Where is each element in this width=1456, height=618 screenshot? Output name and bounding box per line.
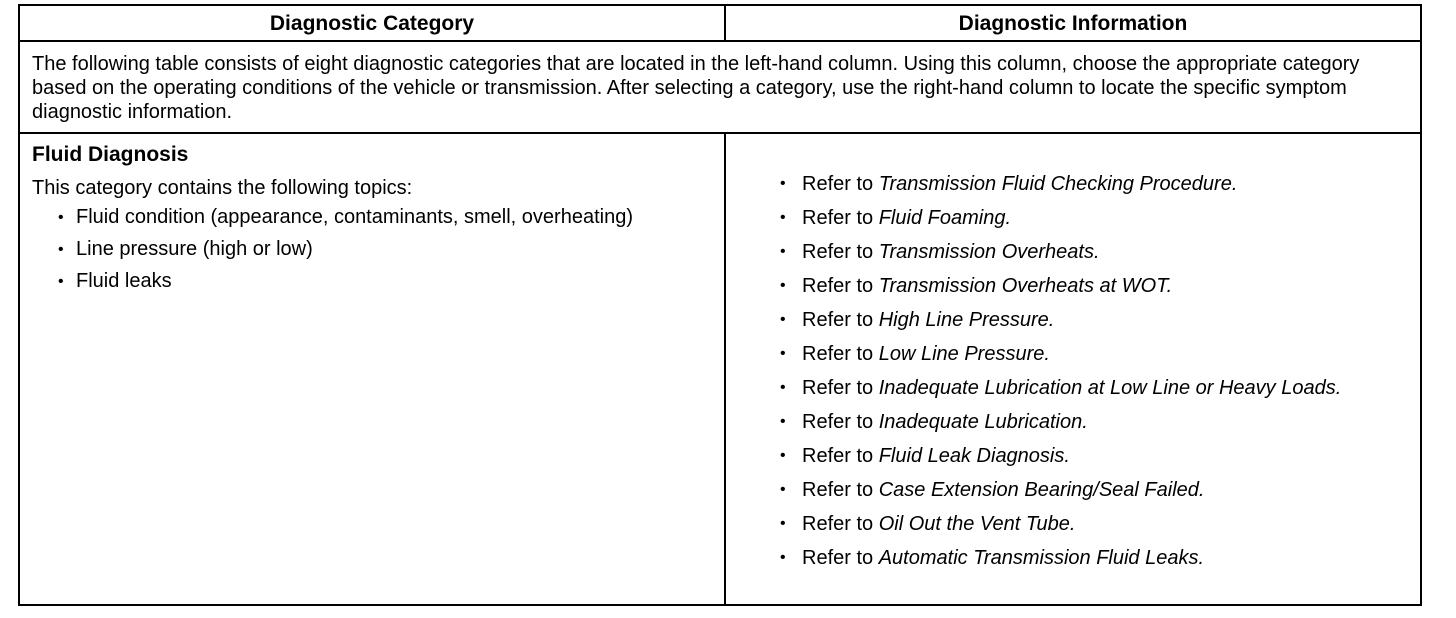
table-row-fluid-diagnosis [20,134,1420,604]
bullet-icon: • [780,379,786,396]
list-item [758,342,1420,366]
refer-prefix: Refer to [802,275,874,297]
bullet-icon: • [780,549,786,566]
topic-text: Line pressure (high or low) [76,238,313,260]
bullet-icon: • [780,447,786,464]
refer-prefix: Refer to [802,241,874,263]
diagnostic-table [18,4,1422,606]
bullet-icon: • [780,345,786,362]
reference-link[interactable]: Oil Out the Vent Tube. [878,513,1076,535]
reference-link[interactable]: Inadequate Lubrication. [878,411,1088,433]
reference-link[interactable]: Transmission Fluid Checking Procedure. [878,173,1238,195]
bullet-icon: • [780,311,786,328]
reference-link[interactable]: Case Extension Bearing/Seal Failed. [878,479,1205,501]
topic-list [32,206,712,293]
bullet-icon: • [780,277,786,294]
reference-link[interactable]: Transmission Overheats. [878,241,1100,263]
reference-link[interactable]: Inadequate Lubrication at Low Line or Heavy Loads. [878,377,1342,399]
category-cell [20,134,726,604]
bullet-icon: • [780,515,786,532]
list-item [758,376,1420,400]
list-item [32,238,712,261]
bullet-icon: • [58,273,64,290]
reference-link[interactable]: Transmission Overheats at WOT. [878,275,1173,297]
bullet-icon: • [780,413,786,430]
refer-prefix: Refer to [802,309,874,331]
refer-prefix: Refer to [802,547,874,569]
category-intro: This category contains the following topics: [32,177,413,199]
reference-link[interactable]: Low Line Pressure. [878,343,1050,365]
list-item [758,274,1420,298]
refer-prefix: Refer to [802,513,874,535]
bullet-icon: • [58,241,64,258]
bullet-icon: • [58,209,64,226]
reference-link[interactable]: High Line Pressure. [878,309,1055,331]
reference-list [758,172,1420,570]
refer-prefix: Refer to [802,411,874,433]
list-item [32,270,712,293]
list-item [758,478,1420,502]
list-item [758,512,1420,536]
bullet-icon: • [780,209,786,226]
reference-link[interactable]: Fluid Leak Diagnosis. [878,445,1070,467]
list-item [758,444,1420,468]
intro-paragraph: The following table consists of eight diagnostic categories that are located in the left-hand column. Using this column, choose the appropriate category based on the operating conditions of the vehicle or transmission. After selecting a category, use the right-hand column to locate the specific symptom diagnostic information. [20,42,1420,134]
refer-prefix: Refer to [802,173,874,195]
list-item [758,172,1420,196]
list-item [758,240,1420,264]
reference-link[interactable]: Fluid Foaming. [878,207,1011,229]
reference-link[interactable]: Automatic Transmission Fluid Leaks. [878,547,1205,569]
list-item [758,308,1420,332]
bullet-icon: • [780,481,786,498]
topic-text: Fluid condition (appearance, contaminants, smell, overheating) [76,206,633,228]
list-item [758,206,1420,230]
table-header-row [20,6,1420,42]
refer-prefix: Refer to [802,445,874,467]
category-title: Fluid Diagnosis [32,143,189,166]
header-diagnostic-category: Diagnostic Category [20,6,726,40]
list-item [32,206,712,229]
information-cell [726,134,1420,604]
refer-prefix: Refer to [802,207,874,229]
refer-prefix: Refer to [802,479,874,501]
list-item [758,546,1420,570]
bullet-icon: • [780,243,786,260]
header-diagnostic-information: Diagnostic Information [958,12,1188,35]
list-item [758,410,1420,434]
topic-text: Fluid leaks [76,270,172,292]
refer-prefix: Refer to [802,377,874,399]
bullet-icon: • [780,175,786,192]
refer-prefix: Refer to [802,343,874,365]
